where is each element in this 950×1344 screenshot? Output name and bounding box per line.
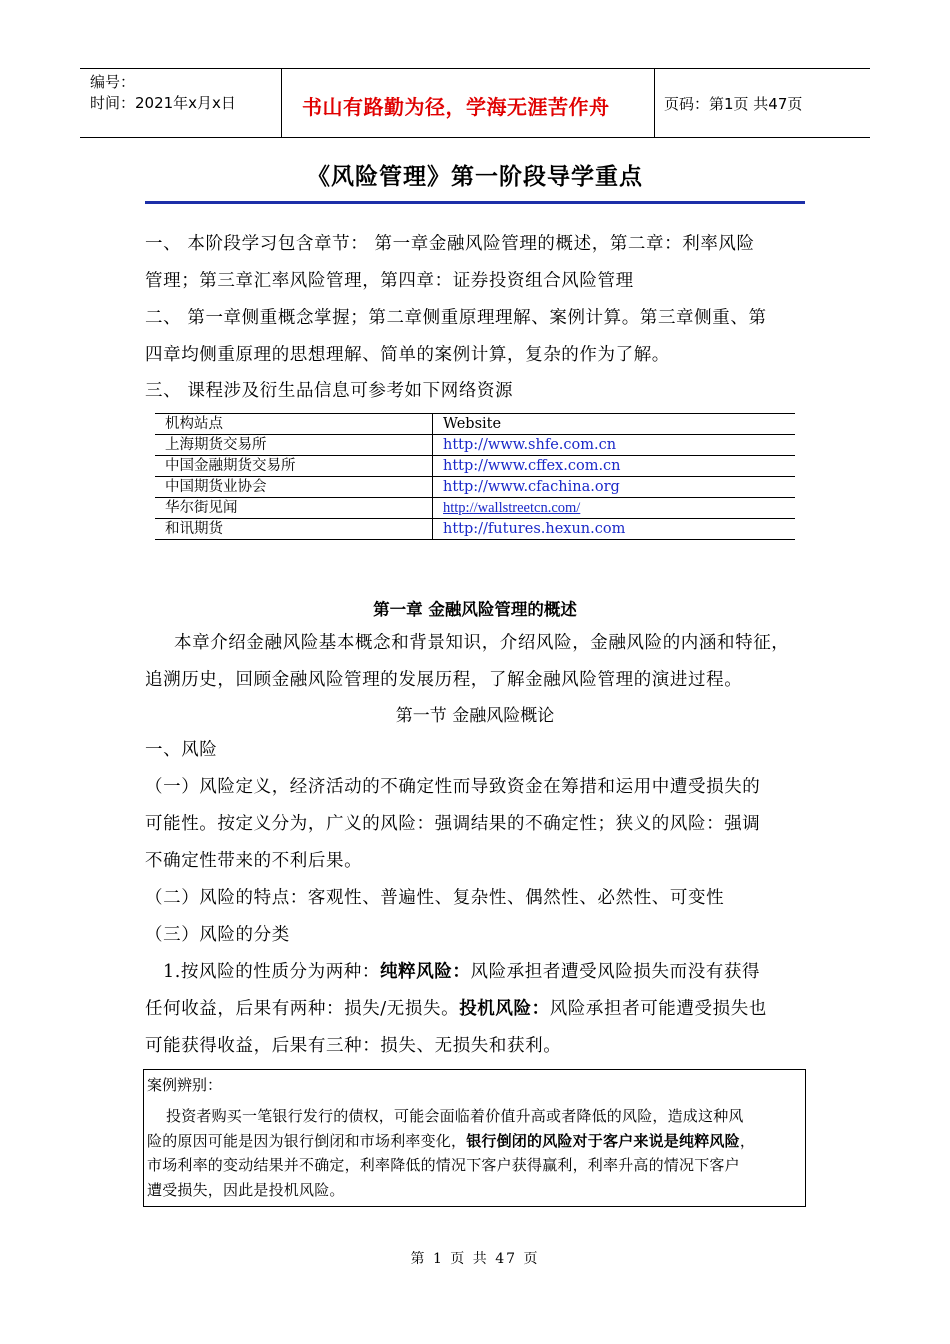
resource-table [155,413,795,540]
table-row [155,456,795,477]
text: 风险承担者遭受风险损失而没有获得 [470,962,761,982]
table-row [155,519,795,540]
text: 任何收益，后果有两种：损失/无损失。 [145,999,460,1019]
heading-risk: 一、风险 [145,740,218,760]
text: 险的原因可能是因为银行倒闭和市场利率变化， [147,1131,467,1150]
case-line: 遭受损失，因此是投机风险。 [147,1180,345,1199]
pure-risk-term: 纯粹风险： [380,962,471,982]
page-header [80,68,870,138]
classification-line [163,954,828,991]
column-header-website: Website [433,414,796,435]
site-name: 中国期货业协会 [155,477,433,498]
case-body [147,1104,803,1202]
text: ， [739,1131,756,1150]
case-line: 市场利率的变动结果并不确定，利率降低的情况下客户获得赢利，利率升高的情况下客户 [147,1156,740,1174]
site-link[interactable]: http://wallstreetcn.com/ [433,498,796,519]
table-row [155,435,795,456]
intro-line: 二、 第一章侧重概念掌握；第二章侧重原理理解、案例计算。第三章侧重、第 [145,308,767,328]
header-meta [80,69,290,137]
site-name: 上海期货交易所 [155,435,433,456]
text: 1.按风险的性质分为两种： [163,962,380,982]
case-box [143,1069,806,1207]
site-name: 华尔街见闻 [155,498,433,519]
definition-line: 不确定性带来的不利后果。 [145,851,363,871]
definition-line: （一）风险定义，经济活动的不确定性而导致资金在筹措和运用中遭受损失的 [145,777,761,797]
speculative-risk-term: 投机风险： [459,999,550,1019]
classification-line [145,991,810,1028]
case-line: 投资者购买一笔银行发行的债权，可能会面临着价值升高或者降低的风险，造成这种风 [166,1107,744,1125]
motto: 书山有路勤为径，学海无涯苦作舟 [302,95,610,119]
title-rule [145,201,805,204]
section-title: 第一节 金融风险概论 [395,706,555,726]
site-link[interactable]: http://www.shfe.com.cn [433,435,796,456]
intro-line: 一、 本阶段学习包含章节： 第一章金融风险管理的概述，第二章：利率风险 [145,234,755,254]
intro-line: 四章均侧重原理的思想理解、简单的案例计算，复杂的作为了解。 [145,345,670,365]
case-emphasis: 银行倒闭的风险对于客户来说是纯粹风险 [466,1131,740,1150]
table-row [155,477,795,498]
page-label: 页码：第1页 共47页 [664,95,803,113]
chapter-title: 第一章 金融风险管理的概述 [373,600,577,619]
text: 风险承担者可能遭受损失也 [549,999,767,1019]
case-line [147,1129,803,1154]
page-footer: 第 1 页 共 47 页 [410,1251,540,1267]
intro-line: 管理；第三章汇率风险管理，第四章：证券投资组合风险管理 [145,271,634,291]
chapter-intro: 追溯历史，回顾金融风险管理的发展历程，了解金融风险管理的演进过程。 [145,670,743,690]
intro-line: 三、 课程涉及衍生品信息可参考如下网络资源 [145,381,514,401]
classification-heading: （三）风险的分类 [145,925,290,945]
document-title: 《风险管理》第一阶段导学重点 [307,164,643,190]
site-link[interactable]: http://www.cffex.com.cn [433,456,796,477]
chapter-intro: 本章介绍金融风险基本概念和背景知识，介绍风险，金融风险的内涵和特征， [174,633,790,653]
features-line: （二）风险的特点：客观性、普遍性、复杂性、偶然性、必然性、可变性 [145,888,725,908]
header-motto-cell [281,69,655,137]
site-link[interactable]: http://futures.hexun.com [433,519,796,540]
column-header-site: 机构站点 [155,414,433,435]
site-name: 和讯期货 [155,519,433,540]
definition-line: 可能性。按定义分为，广义的风险：强调结果的不确定性；狭义的风险：强调 [145,814,761,834]
site-link[interactable]: http://www.cfachina.org [433,477,796,498]
case-label: 案例辨别： [147,1076,223,1094]
date-label: 时间：2021年x月x日 [90,94,236,112]
table-header-row [155,414,795,435]
code-label: 编号： [90,73,136,91]
site-name: 中国金融期货交易所 [155,456,433,477]
table-row [155,498,795,519]
classification-line: 可能获得收益，后果有三种：损失、无损失和获利。 [145,1036,562,1056]
